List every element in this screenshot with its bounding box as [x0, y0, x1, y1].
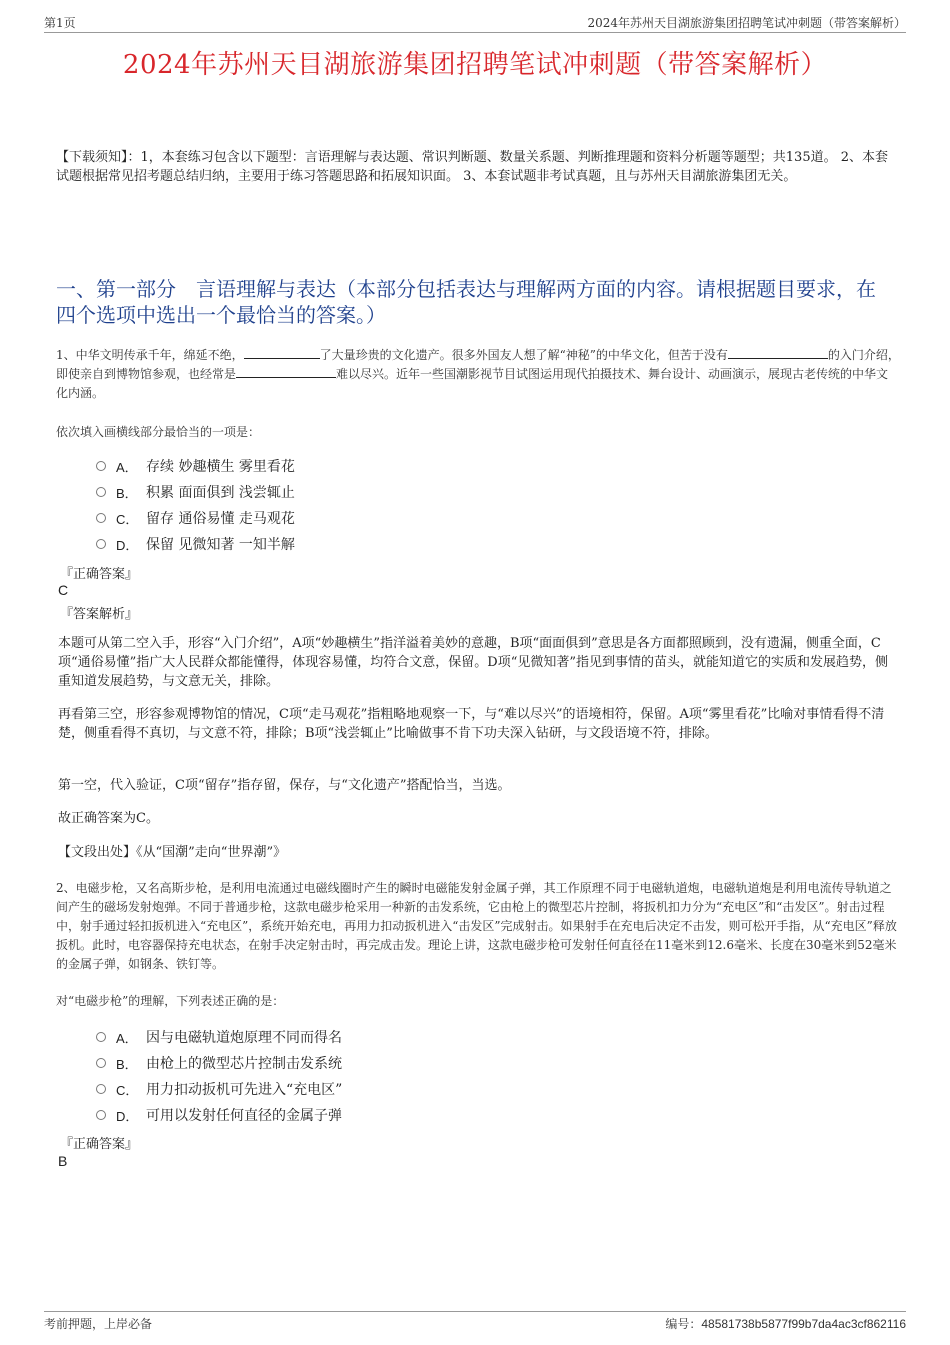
- option-c[interactable]: C． 用力扣动扳机可先进入“充电区”: [96, 1076, 342, 1102]
- download-notice: 【下载须知】：1，本套练习包含以下题型：言语理解与表达题、常识判断题、数量关系题、判断推理题和资料分析题等题型；共135道。 2、本套试题根据常见招考题总结归纳，主要用于练习答题思路和拓展知识面。 3、本套试题非考试真题，且与苏州天目湖旅游集团无关。: [56, 150, 888, 184]
- document-code: [665, 1315, 906, 1332]
- header-doc-title: 2024年苏州天目湖旅游集团招聘笔试冲刺题（带答案解析）: [587, 16, 906, 30]
- analysis-paragraph: 本题可从第二空入手，形容“入门介绍”，A项“妙趣横生”指洋溢着美妙的意趣，B项“面面俱到”意思是各方面都照顾到，没有遗漏，侧重全面，C项“通俗易懂”指广大人民群众都能懂得，体现容易懂，均符合文意，保留。D项“见微知著”指见到事情的苗头，就能知道它的实质和发展趋势，侧重知道发展趋势，与文意无关，排除。: [58, 636, 889, 689]
- option-text: 保留 见微知著 一知半解: [146, 537, 295, 553]
- question-2-prompt: 对“电磁步枪”的理解，下列表述正确的是：: [56, 994, 285, 1008]
- option-text: 用力扣动扳机可先进入“充电区”: [146, 1082, 343, 1098]
- option-text: 可用以发射任何直径的金属子弹: [146, 1108, 342, 1124]
- analysis-paragraph: 再看第三空，形容参观博物馆的情况，C项“走马观花”指粗略地观察一下，与“难以尽兴”的语境相符，保留。A项“雾里看花”比喻对事情看得不清楚，侧重看得不真切，与文意不符，排除；B项“浅尝辄止”比喻做事不肯下功夫深入钻研，与文段语境不符，排除。: [58, 707, 885, 741]
- radio-icon[interactable]: [96, 1110, 106, 1120]
- document-title: 2024年苏州天目湖旅游集团招聘笔试冲刺题（带答案解析）: [122, 50, 828, 80]
- question-1-stem: [56, 346, 900, 403]
- page-footer: [44, 1311, 906, 1332]
- question-2-stem: 2、电磁步枪，又名高斯步枪，是利用电流通过电磁线圈时产生的瞬时电磁能发射金属子弹，其工作原理不同于电磁轨道炮，电磁轨道炮是利用电流传导轨道之间产生的磁场发射炮弹。不同于普通步枪，这款电磁步枪采用一种新的击发系统，它由枪上的微型芯片控制，将扳机扣力分为“充电区”和“击发区”。射击过程中，射手通过轻扣扳机进入“充电区”，系统开始充电，再用力扣动扳机进入“击发区”完成射击。如果射手在充电后决定不击发，则可松开手指，从“充电区”释放扳机。此时，电容器保持充电状态，在射手决定射击时，再完成击发。理论上讲，这款电磁步枪可发射任何直径在11毫米到12.6毫米、长度在30毫米到52毫米的金属子弹，如钢条、铁钉等。: [56, 881, 897, 971]
- final-answer: 故正确答案为C。: [58, 811, 159, 826]
- document-code-label: 编号：: [665, 1317, 702, 1331]
- radio-icon[interactable]: [96, 1058, 106, 1068]
- question-1-text-a: 1、中华文明传承千年，绵延不绝，: [56, 348, 244, 362]
- radio-icon[interactable]: [96, 1032, 106, 1042]
- option-b[interactable]: B． 积累 面面俱到 浅尝辄止: [96, 479, 295, 505]
- source-citation: 【文段出处】《从“国潮”走向“世界潮”》: [58, 845, 287, 860]
- option-c[interactable]: C． 留存 通俗易懂 走马观花: [96, 505, 295, 531]
- page-header: [44, 14, 906, 33]
- question-1-options: [96, 453, 295, 557]
- question-2-options: [96, 1024, 342, 1128]
- radio-icon[interactable]: [96, 487, 106, 497]
- option-d[interactable]: D． 可用以发射任何直径的金属子弹: [96, 1102, 342, 1128]
- correct-answer-label: 『正确答案』: [60, 567, 139, 582]
- option-text: 由枪上的微型芯片控制击发系统: [146, 1056, 342, 1072]
- correct-answer: C: [58, 582, 69, 598]
- option-text: 存续 妙趣横生 雾里看花: [146, 459, 295, 475]
- option-d[interactable]: D． 保留 见微知著 一知半解: [96, 531, 295, 557]
- page-number: 第1页: [44, 16, 76, 30]
- radio-icon[interactable]: [96, 1084, 106, 1094]
- question-1-text-d: 难以尽兴。近年一些国潮影视节目试图运用现代拍摄技术、舞台设计、动画演示，展现古老传统的中华文化内涵。: [56, 367, 889, 400]
- question-1-text-c: 的入门介绍，即使亲自到博物馆参观，也经常是: [56, 348, 900, 381]
- option-text: 因与电磁轨道炮原理不同而得名: [146, 1030, 342, 1046]
- question-1-text-b: 了大量珍贵的文化遗产。很多外国友人想了解“神秘”的中华文化，但苦于没有: [319, 348, 728, 362]
- fill-blank-1: [244, 346, 320, 359]
- radio-icon[interactable]: [96, 461, 106, 471]
- question-1-prompt: 依次填入画横线部分最恰当的一项是：: [56, 425, 261, 439]
- radio-icon[interactable]: [96, 539, 106, 549]
- document-code-value: 48581738b5877f99b7da4ac3cf862116: [701, 1317, 906, 1331]
- correct-answer-label: 『正确答案』: [60, 1137, 139, 1152]
- correct-answer: B: [58, 1153, 68, 1169]
- option-a[interactable]: A． 存续 妙趣横生 雾里看花: [96, 453, 295, 479]
- analysis-label: 『答案解析』: [60, 607, 139, 622]
- section-title: 一、第一部分 言语理解与表达（本部分包括表达与理解两方面的内容。请根据题目要求，在四个选项中选出一个最恰当的答案。）: [56, 277, 876, 327]
- option-text: 积累 面面俱到 浅尝辄止: [146, 485, 295, 501]
- option-a[interactable]: A． 因与电磁轨道炮原理不同而得名: [96, 1024, 342, 1050]
- fill-blank-2: [728, 346, 828, 359]
- option-text: 留存 通俗易懂 走马观花: [146, 511, 295, 527]
- option-b[interactable]: B． 由枪上的微型芯片控制击发系统: [96, 1050, 342, 1076]
- radio-icon[interactable]: [96, 513, 106, 523]
- analysis-paragraph: 第一空，代入验证，C项“留存”指存留，保存，与“文化遗产”搭配恰当，当选。: [58, 778, 511, 793]
- fill-blank-3: [236, 365, 336, 378]
- footer-slogan: 考前押题，上岸必备: [44, 1317, 153, 1331]
